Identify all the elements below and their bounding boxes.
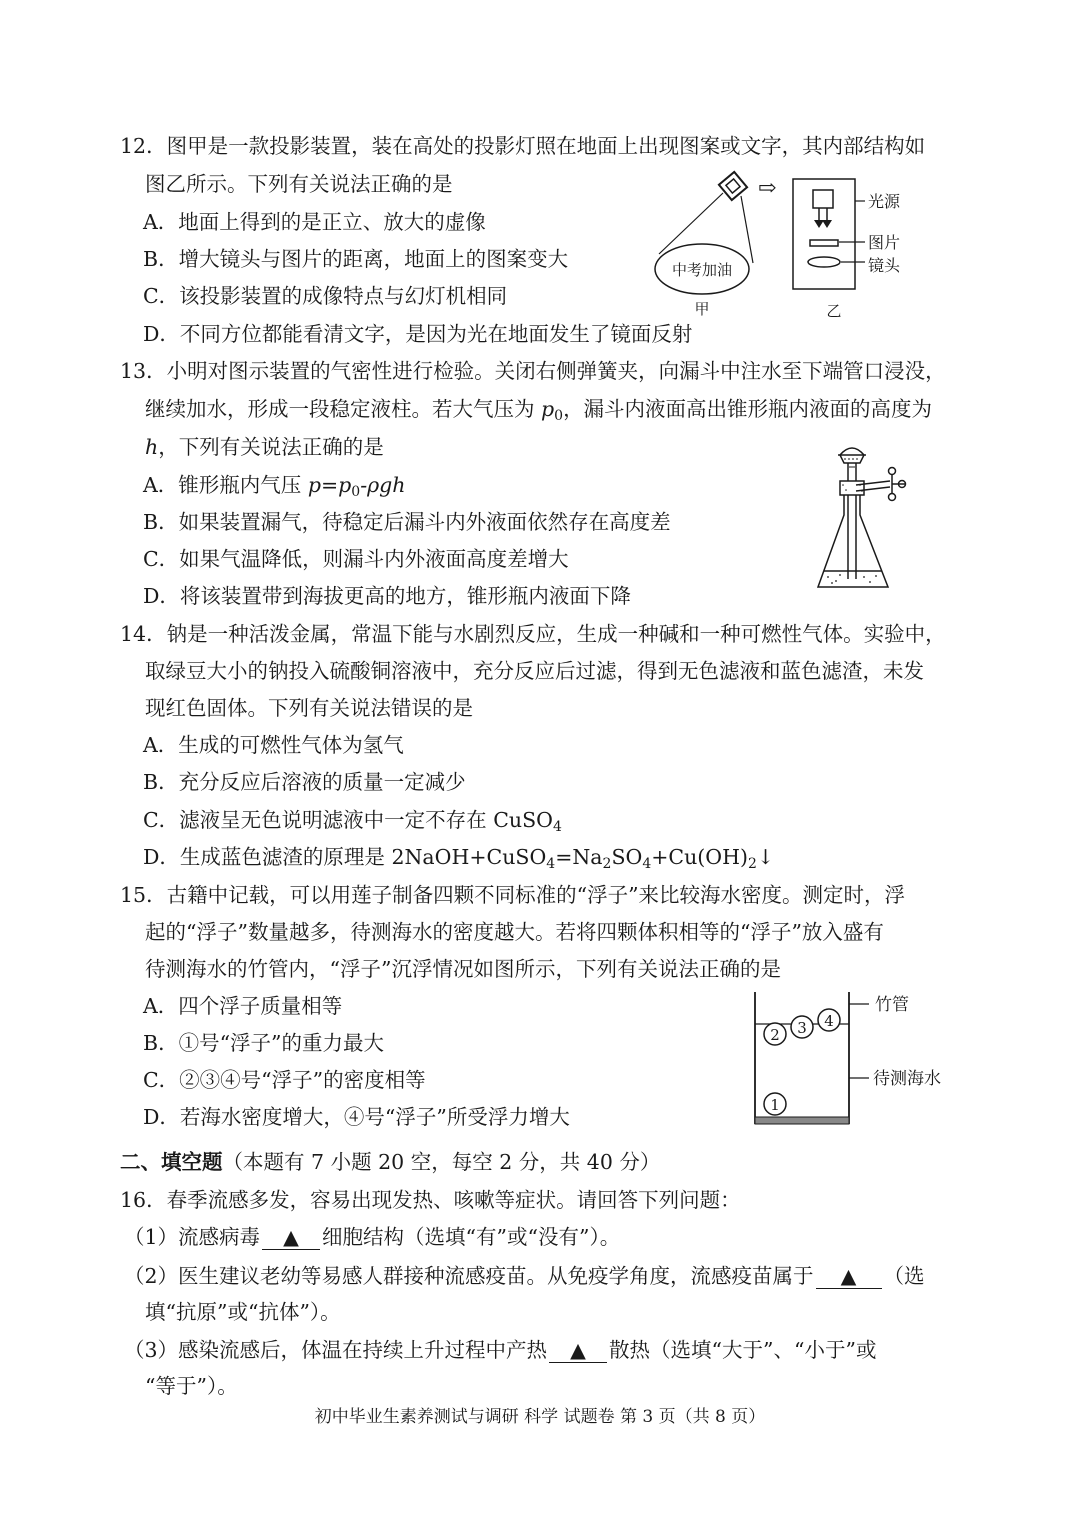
q13-stem-line2: 继续加水，形成一段稳定液柱。若大气压为 $p_0$，漏斗内液面高出锥形瓶内液面的高度为 [145, 397, 933, 424]
q12-figure [645, 168, 925, 332]
label-picture: 图片 [868, 233, 901, 252]
label-light-source: 光源 [868, 192, 901, 211]
q13-option-d: D．将该装置带到海拔更高的地方，锥形瓶内液面下降 [143, 584, 631, 608]
q15-option-a: A．四个浮子质量相等 [143, 994, 343, 1018]
answer-blank-1[interactable]: ▲ [262, 1225, 320, 1250]
q12-option-a: A．地面上得到的是正立、放大的虚像 [143, 210, 486, 234]
q13-stem-line1: 13．小明对图示装置的气密性进行检验。关闭右侧弹簧夹，向漏斗中注水至下端管口浸没， [120, 359, 946, 383]
q14-stem-line1: 14．钠是一种活泼金属，常温下能与水剧烈反应，生成一种碱和一种可燃性气体。实验中， [120, 622, 946, 646]
q16-part2-cont: 填“抗原”或“抗体”）。 [145, 1300, 341, 1324]
q14-stem-line2: 取绿豆大小的钠投入硫酸铜溶液中，充分反应后过滤，得到无色滤液和蓝色滤渣，未发 [145, 659, 924, 683]
answer-blank-2[interactable]: ▲ [816, 1264, 882, 1289]
q14-option-b: B．充分反应后溶液的质量一定减少 [143, 770, 466, 794]
label-lens: 镜头 [868, 256, 901, 275]
svg-text:4: 4 [824, 1012, 834, 1030]
lens [808, 257, 840, 267]
q12-stem-line1: 12．图甲是一款投影装置，装在高处的投影灯照在地面上出现图案或文字，其内部结构如 [120, 134, 926, 158]
answer-blank-3[interactable]: ▲ [549, 1338, 607, 1363]
svg-text:2: 2 [770, 1026, 780, 1044]
q13-option-b: B．如果装置漏气，待稳定后漏斗内外液面依然存在高度差 [143, 510, 671, 534]
label-yi: 乙 [826, 302, 842, 320]
ground-text: 中考加油 [671, 261, 733, 279]
stopper [840, 481, 864, 495]
q12-option-d: D．不同方位都能看清文字，是因为光在地面发生了镜面反射 [143, 322, 693, 346]
light-cone-right [741, 196, 753, 263]
svg-text:3: 3 [797, 1019, 807, 1037]
label-jia: 甲 [694, 300, 710, 318]
page-footer: 初中毕业生素养测试与调研 科学 试题卷 第 3 页（共 8 页） [314, 1407, 766, 1427]
q15-option-d: D．若海水密度增大，④号“浮子”所受浮力增大 [143, 1105, 570, 1129]
conical-flask [818, 495, 888, 587]
q13-stem-line3: h，下列有关说法正确的是 [145, 435, 384, 459]
hollow-arrow-icon: ⇨ [758, 176, 777, 201]
q15-stem-line2: 起的“浮子”数量越多，待测海水的密度越大。若将四颗体积相等的“浮子”放入盛有 [145, 920, 884, 944]
q16-part1: （1）流感病毒 ▲ 细胞结构（选填“有”或“没有”）。 [124, 1225, 621, 1249]
q16-part2: （2）医生建议老幼等易感人群接种流感疫苗。从免疫学角度，流感疫苗属于 ▲ （选 [124, 1264, 925, 1288]
q12-option-b: B．增大镜头与图片的距离，地面上的图案变大 [143, 247, 569, 271]
q16-part3-cont: “等于”）。 [145, 1374, 238, 1398]
q15-stem-line1: 15．古籍中记载，可以用莲子制备四颗不同标准的“浮子”来比较海水密度。测定时，浮 [120, 883, 906, 907]
q14-option-a: A．生成的可燃性气体为氢气 [143, 733, 404, 757]
q15-stem-line3: 待测海水的竹管内，“浮子”沉浮情况如图所示，下列有关说法正确的是 [145, 957, 781, 981]
q14-stem-line3: 现红色固体。下列有关说法错误的是 [145, 696, 473, 720]
q14-option-d: D．生成蓝色滤渣的原理是 $2NaOH+CuSO_4=Na_2SO_4+Cu(OH)_2↓$ [143, 845, 775, 872]
q15-option-c: C．②③④号“浮子”的密度相等 [143, 1068, 426, 1092]
q12-stem-line2: 图乙所示。下列有关说法正确的是 [145, 172, 453, 196]
q16-part3: （3）感染流感后，体温在持续上升过程中产热 ▲ 散热（选填“大于”、“小于”或 [124, 1338, 877, 1362]
q16-stem: 16．春季流感多发，容易出现发热、咳嗽等症状。请回答下列问题： [120, 1188, 741, 1212]
float-1 [764, 1093, 786, 1115]
label-tube: 竹管 [875, 995, 909, 1015]
spring-clamp-icon [889, 468, 907, 501]
q15-option-b: B．①号“浮子”的重力最大 [143, 1031, 385, 1055]
q15-tube-figure [745, 990, 955, 1134]
q14-option-c: C．滤液呈无色说明滤液中一定不存在 CuSO$_4$ [143, 808, 562, 835]
q12-option-c: C．该投影装置的成像特点与幻灯机相同 [143, 284, 508, 308]
tube-bottom [755, 1117, 849, 1124]
float-2 [764, 1023, 786, 1045]
picture-slide [810, 240, 838, 246]
q13-option-a: A．锥形瓶内气压 $p=p_0$-ρgh [143, 473, 406, 500]
light-source [813, 190, 833, 208]
section2-heading: 二、填空题（本题有 7 小题 20 空，每空 2 分，共 40 分） [120, 1150, 661, 1174]
float-3 [791, 1016, 813, 1038]
q13-flask-figure [810, 437, 930, 601]
svg-text:1: 1 [770, 1096, 780, 1114]
label-water: 待测海水 [873, 1069, 941, 1089]
q13-option-c: C．如果气温降低，则漏斗内外液面高度差增大 [143, 547, 569, 571]
projector-lamp-icon [719, 172, 747, 200]
float-4 [818, 1009, 840, 1031]
